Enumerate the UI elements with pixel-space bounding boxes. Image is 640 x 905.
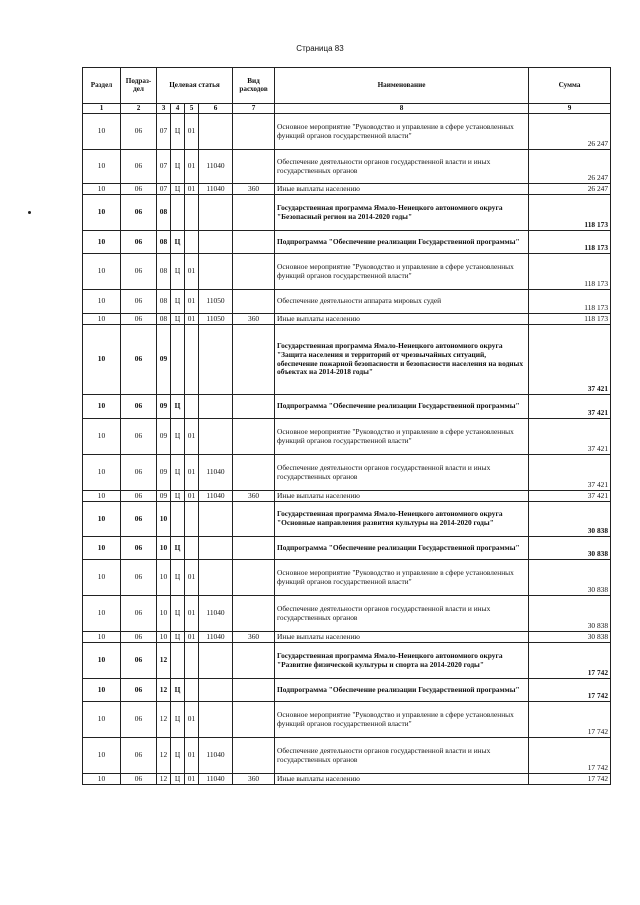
table-row [83, 254, 611, 290]
podrazdel-cell: 06 [121, 502, 157, 537]
event-code-cell: 01 [185, 254, 199, 290]
event-code-cell: 01 [185, 314, 199, 325]
program-code-cell: 08 [157, 254, 171, 290]
direction-code-cell [199, 702, 233, 738]
expense-type-cell [233, 150, 275, 184]
podrazdel-cell: 06 [121, 195, 157, 231]
expense-type-cell: 360 [233, 184, 275, 195]
event-code-cell: 01 [185, 774, 199, 785]
razdel-cell: 10 [83, 596, 121, 632]
razdel-cell: 10 [83, 195, 121, 231]
expense-type-cell [233, 114, 275, 150]
name-cell: Обеспечение деятельности органов государственной власти и иных государственных органов [275, 596, 529, 632]
sum-cell: 17 742 [529, 738, 611, 774]
subprogram-code-cell: Ц [171, 184, 185, 195]
program-code-cell: 07 [157, 150, 171, 184]
col-number: 4 [171, 104, 185, 114]
name-cell: Основное мероприятие "Руководство и управление в сфере установленных функций органов государственной власти" [275, 560, 529, 596]
sum-cell: 17 742 [529, 643, 611, 679]
razdel-cell: 10 [83, 560, 121, 596]
event-code-cell: 01 [185, 114, 199, 150]
column-number-row [83, 104, 611, 114]
direction-code-cell [199, 254, 233, 290]
name-cell: Иные выплаты населению [275, 632, 529, 643]
name-cell: Подпрограмма "Обеспечение реализации Государственной программы" [275, 679, 529, 702]
podrazdel-cell: 06 [121, 632, 157, 643]
podrazdel-cell: 06 [121, 738, 157, 774]
sum-cell: 30 838 [529, 632, 611, 643]
name-cell: Иные выплаты населению [275, 314, 529, 325]
direction-code-cell: 11040 [199, 632, 233, 643]
sum-cell: 37 421 [529, 395, 611, 419]
razdel-cell: 10 [83, 738, 121, 774]
col-podrazdel-header: Подраз-дел [121, 68, 157, 104]
direction-code-cell: 11040 [199, 596, 233, 632]
event-code-cell: 01 [185, 596, 199, 632]
table-row [83, 679, 611, 702]
subprogram-code-cell: Ц [171, 314, 185, 325]
sum-cell: 118 173 [529, 290, 611, 314]
col-name-header: Наименование [275, 68, 529, 104]
sum-cell: 17 742 [529, 774, 611, 785]
direction-code-cell [199, 419, 233, 455]
event-code-cell [185, 502, 199, 537]
razdel-cell: 10 [83, 314, 121, 325]
table-row [83, 502, 611, 537]
name-cell: Обеспечение деятельности органов государственной власти и иных государственных органов [275, 738, 529, 774]
razdel-cell: 10 [83, 325, 121, 395]
program-code-cell: 10 [157, 632, 171, 643]
podrazdel-cell: 06 [121, 231, 157, 254]
direction-code-cell: 11040 [199, 184, 233, 195]
program-code-cell: 08 [157, 290, 171, 314]
expense-type-cell [233, 455, 275, 491]
podrazdel-cell: 06 [121, 774, 157, 785]
table-row [83, 643, 611, 679]
podrazdel-cell: 06 [121, 491, 157, 502]
program-code-cell: 09 [157, 325, 171, 395]
subprogram-code-cell: Ц [171, 114, 185, 150]
program-code-cell: 10 [157, 502, 171, 537]
table-row [83, 325, 611, 395]
razdel-cell: 10 [83, 702, 121, 738]
subprogram-code-cell: Ц [171, 290, 185, 314]
event-code-cell: 01 [185, 150, 199, 184]
podrazdel-cell: 06 [121, 643, 157, 679]
expense-type-cell: 360 [233, 491, 275, 502]
event-code-cell [185, 679, 199, 702]
header-row [83, 68, 611, 104]
program-code-cell: 10 [157, 596, 171, 632]
podrazdel-cell: 06 [121, 150, 157, 184]
razdel-cell: 10 [83, 184, 121, 195]
event-code-cell [185, 643, 199, 679]
direction-code-cell: 11040 [199, 150, 233, 184]
podrazdel-cell: 06 [121, 455, 157, 491]
name-cell: Подпрограмма "Обеспечение реализации Государственной программы" [275, 537, 529, 560]
direction-code-cell [199, 395, 233, 419]
scan-mark [28, 211, 31, 214]
event-code-cell: 01 [185, 702, 199, 738]
program-code-cell: 10 [157, 560, 171, 596]
podrazdel-cell: 06 [121, 290, 157, 314]
name-cell: Государственная программа Ямало-Ненецкого автономного округа "Основные направления развития культуры на 2014-2020 годы" [275, 502, 529, 537]
razdel-cell: 10 [83, 231, 121, 254]
name-cell: Обеспечение деятельности аппарата мировых судей [275, 290, 529, 314]
subprogram-code-cell: Ц [171, 419, 185, 455]
program-code-cell: 08 [157, 231, 171, 254]
razdel-cell: 10 [83, 502, 121, 537]
sum-cell: 37 421 [529, 455, 611, 491]
expense-type-cell [233, 643, 275, 679]
col-number: 3 [157, 104, 171, 114]
subprogram-code-cell: Ц [171, 150, 185, 184]
table-row [83, 596, 611, 632]
razdel-cell: 10 [83, 254, 121, 290]
event-code-cell [185, 325, 199, 395]
direction-code-cell [199, 195, 233, 231]
razdel-cell: 10 [83, 774, 121, 785]
table-body [83, 114, 611, 785]
sum-cell: 37 421 [529, 325, 611, 395]
subprogram-code-cell [171, 502, 185, 537]
sum-cell: 26 247 [529, 150, 611, 184]
name-cell: Основное мероприятие "Руководство и управление в сфере установленных функций органов государственной власти" [275, 419, 529, 455]
name-cell: Подпрограмма "Обеспечение реализации Государственной программы" [275, 231, 529, 254]
razdel-cell: 10 [83, 537, 121, 560]
col-number: 8 [275, 104, 529, 114]
direction-code-cell [199, 560, 233, 596]
direction-code-cell [199, 325, 233, 395]
col-vid-header: Вид расходов [233, 68, 275, 104]
razdel-cell: 10 [83, 632, 121, 643]
table-row [83, 114, 611, 150]
event-code-cell: 01 [185, 184, 199, 195]
podrazdel-cell: 06 [121, 702, 157, 738]
table-row [83, 774, 611, 785]
direction-code-cell: 11040 [199, 774, 233, 785]
table-row [83, 537, 611, 560]
razdel-cell: 10 [83, 114, 121, 150]
name-cell: Основное мероприятие "Руководство и управление в сфере установленных функций органов государственной власти" [275, 702, 529, 738]
table-row [83, 150, 611, 184]
col-number: 9 [529, 104, 611, 114]
expense-type-cell [233, 596, 275, 632]
program-code-cell: 08 [157, 314, 171, 325]
table-row [83, 419, 611, 455]
table-row [83, 491, 611, 502]
col-target-header: Целевая статья [157, 68, 233, 104]
name-cell: Иные выплаты населению [275, 491, 529, 502]
event-code-cell: 01 [185, 419, 199, 455]
program-code-cell: 08 [157, 195, 171, 231]
expense-type-cell [233, 290, 275, 314]
sum-cell: 30 838 [529, 596, 611, 632]
podrazdel-cell: 06 [121, 596, 157, 632]
expense-type-cell [233, 395, 275, 419]
expense-type-cell [233, 325, 275, 395]
sum-cell: 37 421 [529, 419, 611, 455]
event-code-cell [185, 395, 199, 419]
table-row [83, 560, 611, 596]
subprogram-code-cell: Ц [171, 455, 185, 491]
subprogram-code-cell: Ц [171, 231, 185, 254]
razdel-cell: 10 [83, 290, 121, 314]
podrazdel-cell: 06 [121, 537, 157, 560]
subprogram-code-cell: Ц [171, 395, 185, 419]
razdel-cell: 10 [83, 395, 121, 419]
subprogram-code-cell: Ц [171, 596, 185, 632]
program-code-cell: 09 [157, 455, 171, 491]
table-row [83, 738, 611, 774]
name-cell: Основное мероприятие "Руководство и управление в сфере установленных функций органов государственной власти" [275, 254, 529, 290]
col-number: 6 [199, 104, 233, 114]
table-row [83, 290, 611, 314]
sum-cell: 118 173 [529, 231, 611, 254]
expense-type-cell [233, 560, 275, 596]
expense-type-cell [233, 537, 275, 560]
direction-code-cell: 11050 [199, 314, 233, 325]
program-code-cell: 12 [157, 643, 171, 679]
expense-type-cell [233, 419, 275, 455]
direction-code-cell [199, 114, 233, 150]
subprogram-code-cell: Ц [171, 491, 185, 502]
expense-type-cell [233, 231, 275, 254]
col-number: 1 [83, 104, 121, 114]
podrazdel-cell: 06 [121, 419, 157, 455]
table-row [83, 231, 611, 254]
expense-type-cell [233, 195, 275, 231]
program-code-cell: 12 [157, 774, 171, 785]
name-cell: Государственная программа Ямало-Ненецкого автономного округа "Развитие физической культуры и спорта на 2014-2020 годы" [275, 643, 529, 679]
expense-type-cell: 360 [233, 314, 275, 325]
event-code-cell: 01 [185, 455, 199, 491]
name-cell: Иные выплаты населению [275, 184, 529, 195]
subprogram-code-cell [171, 195, 185, 231]
subprogram-code-cell [171, 325, 185, 395]
direction-code-cell: 11040 [199, 491, 233, 502]
razdel-cell: 10 [83, 679, 121, 702]
table-row [83, 455, 611, 491]
sum-cell: 17 742 [529, 702, 611, 738]
sum-cell: 30 838 [529, 502, 611, 537]
name-cell: Обеспечение деятельности органов государственной власти и иных государственных органов [275, 455, 529, 491]
direction-code-cell [199, 679, 233, 702]
expense-type-cell: 360 [233, 632, 275, 643]
table-row [83, 632, 611, 643]
name-cell: Иные выплаты населению [275, 774, 529, 785]
page-header: Страница 83 [296, 44, 344, 53]
sum-cell: 118 173 [529, 195, 611, 231]
program-code-cell: 07 [157, 114, 171, 150]
event-code-cell: 01 [185, 560, 199, 596]
col-razdel-header: Раздел [83, 68, 121, 104]
name-cell: Обеспечение деятельности органов государственной власти и иных государственных органов [275, 150, 529, 184]
table-row [83, 395, 611, 419]
subprogram-code-cell [171, 643, 185, 679]
program-code-cell: 09 [157, 491, 171, 502]
razdel-cell: 10 [83, 419, 121, 455]
subprogram-code-cell: Ц [171, 774, 185, 785]
expense-type-cell [233, 738, 275, 774]
sum-cell: 26 247 [529, 184, 611, 195]
sum-cell: 118 173 [529, 254, 611, 290]
name-cell: Подпрограмма "Обеспечение реализации Государственной программы" [275, 395, 529, 419]
program-code-cell: 12 [157, 702, 171, 738]
col-number: 2 [121, 104, 157, 114]
sum-cell: 37 421 [529, 491, 611, 502]
podrazdel-cell: 06 [121, 184, 157, 195]
sum-cell: 17 742 [529, 679, 611, 702]
sum-cell: 118 173 [529, 314, 611, 325]
razdel-cell: 10 [83, 455, 121, 491]
expense-type-cell: 360 [233, 774, 275, 785]
col-number: 7 [233, 104, 275, 114]
subprogram-code-cell: Ц [171, 702, 185, 738]
program-code-cell: 12 [157, 738, 171, 774]
direction-code-cell [199, 231, 233, 254]
table-row [83, 184, 611, 195]
name-cell: Государственная программа Ямало-Ненецкого автономного округа "Защита населения и территорий от чрезвычайных ситуаций, обеспечение пожарной безопасности и безопасности населения на водных объектах на 2014-2018 годы" [275, 325, 529, 395]
expense-type-cell [233, 679, 275, 702]
expense-type-cell [233, 502, 275, 537]
direction-code-cell [199, 643, 233, 679]
col-sum-header: Сумма [529, 68, 611, 104]
podrazdel-cell: 06 [121, 114, 157, 150]
program-code-cell: 07 [157, 184, 171, 195]
budget-table [82, 67, 611, 785]
podrazdel-cell: 06 [121, 679, 157, 702]
event-code-cell [185, 195, 199, 231]
podrazdel-cell: 06 [121, 325, 157, 395]
razdel-cell: 10 [83, 643, 121, 679]
subprogram-code-cell: Ц [171, 679, 185, 702]
table-row [83, 314, 611, 325]
event-code-cell: 01 [185, 632, 199, 643]
expense-type-cell [233, 254, 275, 290]
name-cell: Государственная программа Ямало-Ненецкого автономного округа "Безопасный регион на 2014-2020 годы" [275, 195, 529, 231]
podrazdel-cell: 06 [121, 395, 157, 419]
subprogram-code-cell: Ц [171, 738, 185, 774]
table-row [83, 702, 611, 738]
expense-type-cell [233, 702, 275, 738]
subprogram-code-cell: Ц [171, 254, 185, 290]
sum-cell: 30 838 [529, 560, 611, 596]
podrazdel-cell: 06 [121, 314, 157, 325]
razdel-cell: 10 [83, 150, 121, 184]
razdel-cell: 10 [83, 491, 121, 502]
program-code-cell: 10 [157, 537, 171, 560]
event-code-cell [185, 537, 199, 560]
direction-code-cell: 11050 [199, 290, 233, 314]
direction-code-cell [199, 502, 233, 537]
col-number: 5 [185, 104, 199, 114]
sum-cell: 26 247 [529, 114, 611, 150]
event-code-cell: 01 [185, 738, 199, 774]
direction-code-cell [199, 537, 233, 560]
name-cell: Основное мероприятие "Руководство и управление в сфере установленных функций органов государственной власти" [275, 114, 529, 150]
event-code-cell: 01 [185, 290, 199, 314]
event-code-cell: 01 [185, 491, 199, 502]
podrazdel-cell: 06 [121, 254, 157, 290]
program-code-cell: 12 [157, 679, 171, 702]
program-code-cell: 09 [157, 419, 171, 455]
event-code-cell [185, 231, 199, 254]
subprogram-code-cell: Ц [171, 560, 185, 596]
sum-cell: 30 838 [529, 537, 611, 560]
table-row [83, 195, 611, 231]
subprogram-code-cell: Ц [171, 537, 185, 560]
program-code-cell: 09 [157, 395, 171, 419]
subprogram-code-cell: Ц [171, 632, 185, 643]
podrazdel-cell: 06 [121, 560, 157, 596]
direction-code-cell: 11040 [199, 738, 233, 774]
direction-code-cell: 11040 [199, 455, 233, 491]
